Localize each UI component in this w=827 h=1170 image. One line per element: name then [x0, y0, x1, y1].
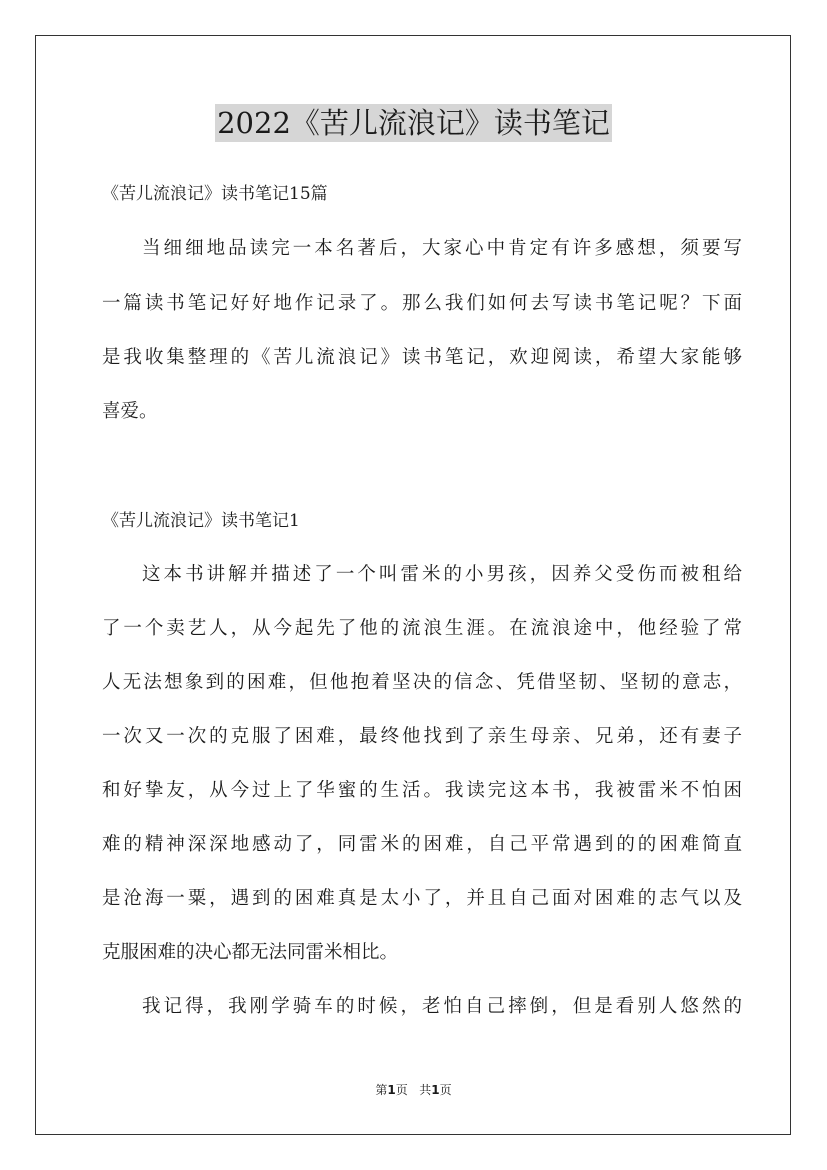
footer-total-number: 1 — [431, 1083, 440, 1097]
section1-heading: 《苦儿流浪记》读书笔记1 — [102, 511, 300, 531]
footer-page-number: 1 — [387, 1083, 396, 1097]
section1-p1-line-4: 一次又一次的克服了困难，最终他找到了亲生母亲、兄弟，还有妻子 — [102, 726, 742, 747]
section1-p1-line-6: 难的精神深深地感动了，同雷米的困难，自己平常遇到的的困难简直 — [102, 834, 742, 855]
section1-p1-line-1: 这本书讲解并描述了一个叫雷米的小男孩，因养父受伤而被租给 — [142, 564, 742, 585]
document-title: 2022《苦儿流浪记》读书笔记 — [217, 106, 610, 140]
footer-total-prefix: 共 — [419, 1083, 432, 1097]
footer-page-prefix: 第 — [375, 1083, 388, 1097]
section1-p1-line-7: 是沧海一粟，遇到的困难真是太小了，并且自己面对困难的志气以及 — [102, 888, 742, 909]
section1-p1-line-5: 和好挚友，从今过上了华蜜的生活。我读完这本书，我被雷米不怕困 — [102, 780, 742, 801]
footer-total-label: 页 — [439, 1083, 452, 1097]
intro-line-2: 一篇读书笔记好好地作记录了。那么我们如何去写读书笔记呢？下面 — [102, 293, 742, 314]
intro-line-3: 是我收集整理的《苦儿流浪记》读书笔记，欢迎阅读，希望大家能够 — [102, 347, 742, 368]
section1-p1-line-3: 人无法想象到的困难，但他抱着坚决的信念、凭借坚韧、坚韧的意志， — [102, 672, 742, 693]
title-container — [0, 104, 827, 142]
footer-page-label: 页 — [395, 1083, 408, 1097]
intro-line-1: 当细细地品读完一本名著后，大家心中肯定有许多感想，须要写 — [142, 238, 742, 259]
section1-p1-line-2: 了一个卖艺人，从今起先了他的流浪生涯。在流浪途中，他经验了常 — [102, 618, 742, 639]
page-footer — [0, 1082, 827, 1098]
section1-p1-line-8: 克服困难的决心都无法同雷米相比。 — [102, 942, 399, 963]
section1-p2-line-1: 我记得，我刚学骑车的时候，老怕自己摔倒，但是看别人悠然的 — [142, 996, 742, 1017]
document-subtitle: 《苦儿流浪记》读书笔记15篇 — [102, 184, 328, 204]
intro-line-4: 喜爱。 — [102, 401, 158, 422]
